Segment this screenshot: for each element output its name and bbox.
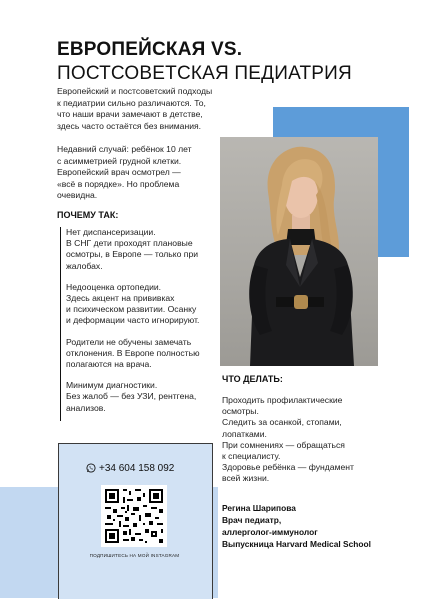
reason-line: анализов. xyxy=(66,402,106,413)
case-line: «всё в порядке». Но проблема xyxy=(57,178,180,189)
doctor-portrait-photo xyxy=(220,137,378,366)
doctor-name: Регина Шарипова xyxy=(222,503,296,513)
reason-line: Без жалоб — без УЗИ, рентгена, xyxy=(66,391,197,402)
todo-line: осмотры. xyxy=(222,406,259,417)
case-paragraph xyxy=(57,144,232,202)
doctor-role: Врач педиатр, xyxy=(222,515,282,525)
phone-number: +34 604 158 092 xyxy=(99,463,175,474)
reason-line: Родители не обучены замечать xyxy=(66,336,192,347)
intro-line: к педиатрии сильно различаются. То, xyxy=(57,97,206,108)
qr-caption: ПОДПИШИТЕСЬ НА МОЙ INSTAGRAM xyxy=(89,553,180,558)
todo-line: При сомнениях — обращаться xyxy=(222,439,345,450)
todo-section xyxy=(222,373,392,485)
reason-line: В СНГ дети проходят плановые xyxy=(66,238,193,249)
todo-body xyxy=(222,395,392,485)
reason-line: Недооценка ортопедии. xyxy=(66,281,162,292)
doctor-signature xyxy=(222,502,402,550)
case-line: с асимметрией грудной клетки. xyxy=(57,155,182,166)
title-line-1: ЕВРОПЕЙСКАЯ VS. xyxy=(57,39,243,60)
reason-line: и деформации часто игнорируют. xyxy=(66,315,200,326)
case-line: Недавний случай: ребёнок 10 лет xyxy=(57,144,192,154)
reason-item xyxy=(66,380,226,414)
todo-line: Проходить профилактические xyxy=(222,395,343,405)
title-line-2: ПОСТСОВЕТСКАЯ ПЕДИАТРИЯ xyxy=(57,63,352,84)
todo-heading: ЧТО ДЕЛАТЬ: xyxy=(222,374,283,384)
reason-line: отклонения. В Европе полностью xyxy=(66,347,200,358)
reason-line: Нет диспансеризации. xyxy=(66,227,156,237)
reason-line: жалобах. xyxy=(66,260,103,271)
reason-item xyxy=(66,282,226,327)
pale-blue-block-left xyxy=(0,487,58,598)
reasons-block xyxy=(60,227,226,421)
page-title xyxy=(57,38,397,86)
whatsapp-icon xyxy=(86,463,96,473)
reason-line: полагаются на врача. xyxy=(66,359,152,370)
todo-line: лопатками. xyxy=(222,428,267,439)
todo-line: Здоровье ребёнка — фундамент xyxy=(222,462,354,473)
doctor-specialty: аллерголог-иммунолог xyxy=(222,527,318,537)
intro-paragraph xyxy=(57,86,232,132)
case-line: очевидна. xyxy=(57,190,98,201)
todo-line: всей жизни. xyxy=(222,473,270,484)
phone-contact[interactable] xyxy=(86,463,174,474)
instagram-qr-code[interactable] xyxy=(101,485,167,547)
why-heading: ПОЧЕМУ ТАК: xyxy=(57,210,119,220)
reason-line: и психическом развитии. Осанку xyxy=(66,304,197,315)
reason-line: осмотры, в Европе — только при xyxy=(66,249,199,260)
todo-line: к специалисту. xyxy=(222,451,281,462)
portrait-illustration xyxy=(220,137,378,366)
reason-item xyxy=(66,337,226,371)
case-line: Европейский врач осмотрел — xyxy=(57,167,181,178)
reason-line: Здесь акцент на прививках xyxy=(66,293,175,304)
intro-line: здесь часто остаётся без внимания. xyxy=(57,120,202,131)
doctor-education: Выпускница Harvard Medical School xyxy=(222,539,371,549)
reason-line: Минимум диагностики. xyxy=(66,380,158,391)
todo-line: Следить за осанкой, стопами, xyxy=(222,417,342,428)
intro-line: Европейский и постсоветский подходы xyxy=(57,86,213,96)
intro-line: что наши врачи замечают в детстве, xyxy=(57,109,203,120)
qr-code-graphic xyxy=(101,485,167,547)
reason-item xyxy=(66,227,226,272)
